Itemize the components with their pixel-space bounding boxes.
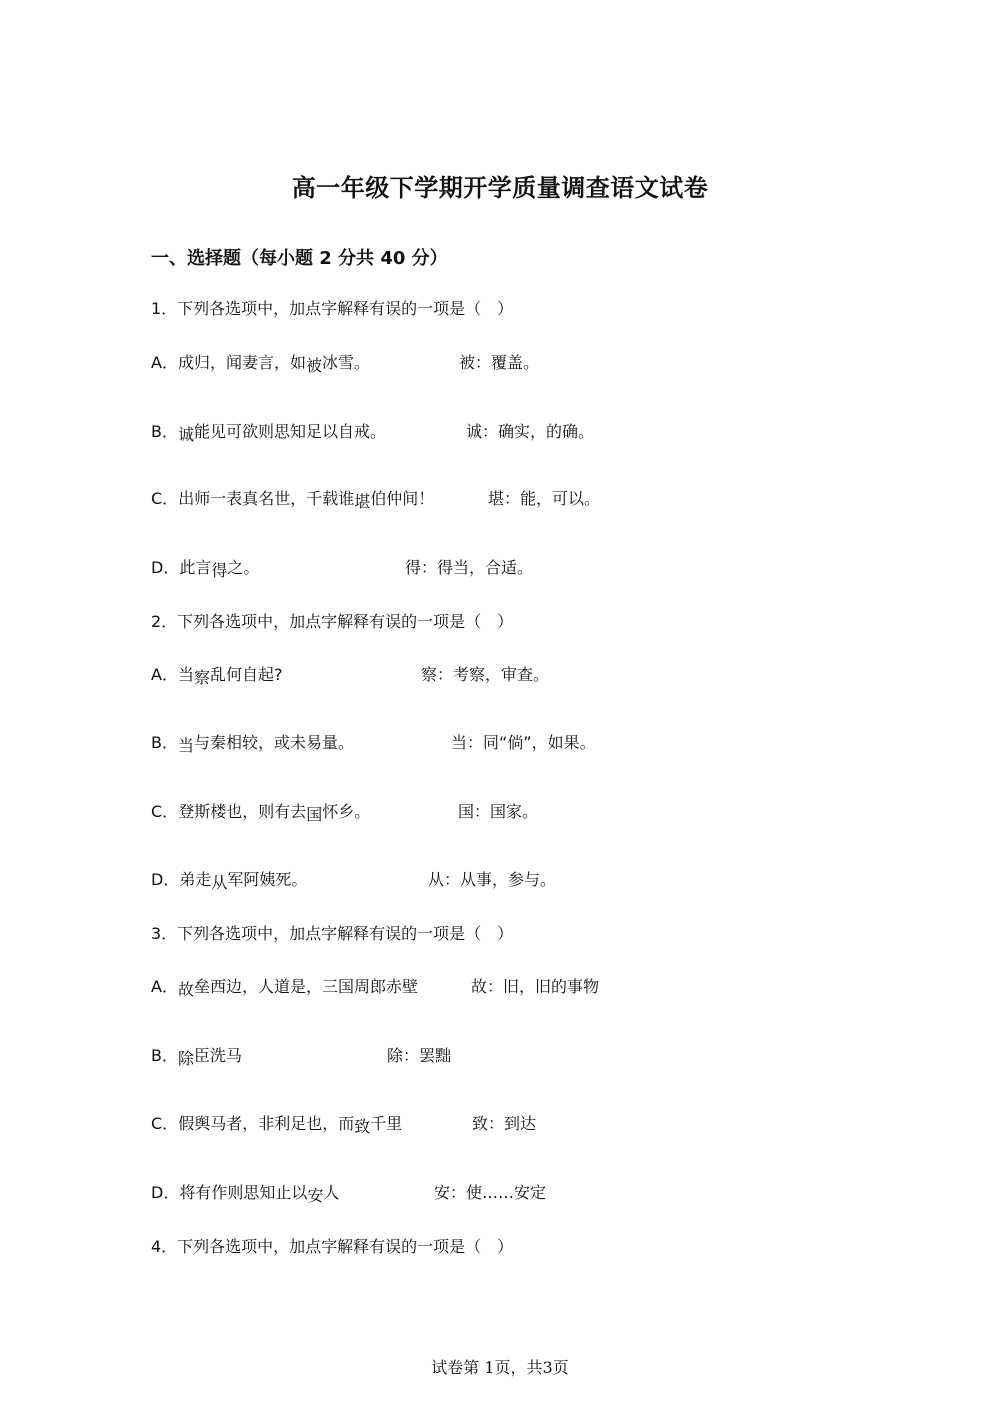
option-text-rest: 与秦相较，或未易量。: [194, 733, 355, 752]
dotted-char: 诚: [177, 425, 194, 444]
option-label: A．: [151, 977, 178, 996]
option-text-rest: 之。: [227, 558, 260, 577]
option-text: 将有作则思知止以: [179, 1183, 308, 1202]
question-3-option-c: [151, 1112, 537, 1136]
option-label: A．: [151, 353, 178, 372]
question-2-option-d: [151, 868, 557, 892]
option-gloss: 诚：确实，的确。: [466, 422, 595, 441]
option-text-rest: 军阿姨死。: [227, 870, 308, 889]
option-text-rest: 伯仲间！: [370, 489, 435, 508]
section-heading: 一、选择题（每小题 2 分共 40 分）: [151, 248, 448, 269]
option-label: B．: [151, 733, 178, 752]
option-text: 弟走: [179, 870, 212, 889]
question-4-stem: 4．下列各选项中，加点字解释有误的一项是（ ）: [151, 1237, 514, 1256]
option-text-rest: 垒西边，人道是，三国周郎赤壁: [193, 977, 418, 996]
option-gloss: 国：国家。: [458, 802, 539, 821]
dotted-char: 堪: [354, 492, 371, 511]
option-text-rest: 怀乡。: [322, 802, 371, 821]
dotted-char: 国: [306, 805, 323, 824]
dotted-char: 当: [177, 736, 194, 755]
question-3-option-a: [151, 975, 600, 999]
option-label: C．: [151, 489, 179, 508]
dotted-char: 除: [177, 1049, 194, 1068]
option-text-rest: 乱何自起?: [209, 665, 283, 684]
question-1-option-b: [151, 420, 595, 444]
question-1-option-d: [151, 556, 534, 580]
question-3-stem: 3．下列各选项中，加点字解释有误的一项是（ ）: [151, 924, 514, 943]
dotted-char: 故: [177, 980, 194, 999]
option-text-rest: 人: [323, 1183, 340, 1202]
question-1-option-a: [151, 351, 540, 375]
option-gloss: 除：罢黜: [387, 1046, 452, 1065]
option-gloss: 堪：能，可以。: [488, 489, 601, 508]
option-label: C．: [151, 802, 179, 821]
option-text-rest: 能见可欲则思知足以自戒。: [194, 422, 387, 441]
option-gloss: 当：同“倘”，如果。: [451, 733, 596, 752]
question-1-option-c: [151, 487, 601, 511]
option-text: 此言: [179, 558, 212, 577]
dotted-char: 从: [211, 873, 228, 892]
option-text: 登斯楼也，则有去: [178, 802, 307, 821]
option-gloss: 故：旧，旧的事物: [471, 977, 600, 996]
question-2-stem: 2．下列各选项中，加点字解释有误的一项是（ ）: [151, 612, 514, 631]
option-text: 成归，闻妻言，如: [177, 353, 306, 372]
question-2-option-b: [151, 731, 596, 755]
option-label: D．: [151, 870, 180, 889]
option-text: 当: [177, 665, 194, 684]
option-gloss: 从：从事，参与。: [428, 870, 557, 889]
option-gloss: 致：到达: [472, 1114, 537, 1133]
question-3-option-b: [151, 1044, 452, 1068]
option-label: B．: [151, 422, 178, 441]
option-gloss: 察：考察，审查。: [421, 665, 550, 684]
option-gloss: 被：覆盖。: [459, 353, 540, 372]
option-gloss: 得：得当，合适。: [405, 558, 534, 577]
question-2-option-c: [151, 800, 539, 824]
question-3-option-d: [151, 1181, 547, 1205]
exam-title: 高一年级下学期开学质量调查语文试卷: [291, 174, 709, 202]
option-text: 假舆马者，非利足也，而: [178, 1114, 355, 1133]
option-label: C．: [151, 1114, 179, 1133]
dotted-char: 被: [305, 356, 322, 375]
option-label: D．: [151, 558, 180, 577]
question-1-stem: 1．下列各选项中，加点字解释有误的一项是（ ）: [151, 299, 514, 318]
option-text-rest: 冰雪。: [321, 353, 370, 372]
option-gloss: 安：使……安定: [434, 1183, 547, 1202]
dotted-char: 致: [354, 1117, 371, 1136]
dotted-char: 察: [193, 668, 210, 687]
question-2-option-a: [151, 663, 550, 687]
option-label: B．: [151, 1046, 178, 1065]
dotted-char: 得: [211, 561, 228, 580]
option-text-rest: 臣洗马: [194, 1046, 243, 1065]
option-text: 出师一表真名世，千载谁: [178, 489, 355, 508]
option-label: D．: [151, 1183, 180, 1202]
page-footer: 试卷第 1页，共3页: [431, 1358, 569, 1377]
option-label: A．: [151, 665, 178, 684]
option-text-rest: 千里: [370, 1114, 403, 1133]
dotted-char: 安: [307, 1186, 324, 1205]
